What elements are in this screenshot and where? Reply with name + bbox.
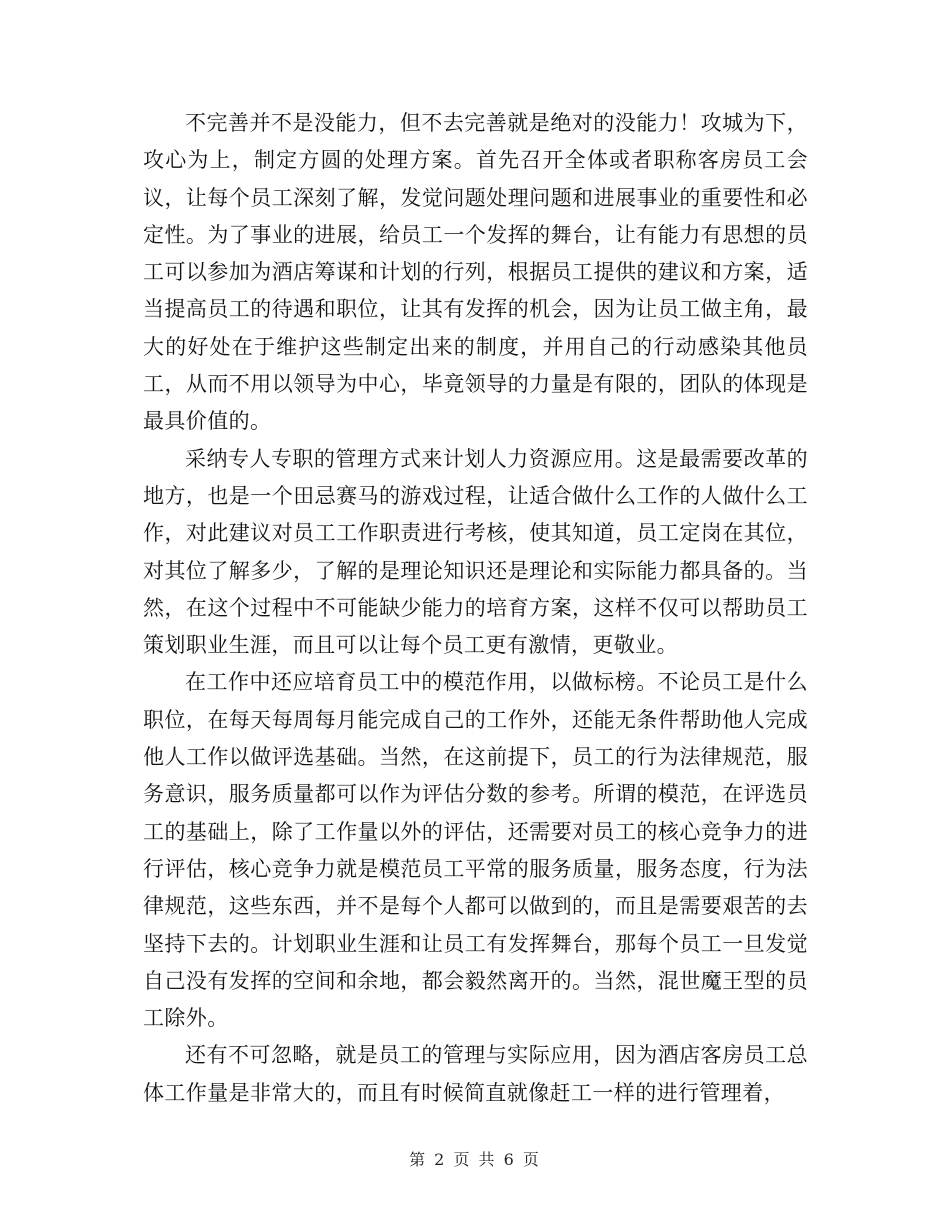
paragraph-1: 不完善并不是没能力，但不去完善就是绝对的没能力！攻城为下，攻心为上，制定方圆的处理方案。首先召开全体或者职称客房员工会议，让每个员工深刻了解，发觉问题处理问题和进展事业的重要性和必定性。为了事业的进展，给员工一个发挥的舞台，让有能力有思想的员工可以参加为酒店筹谋和计划的行列，根据员工提供的建议和方案，适当提高员工的待遇和职位，让其有发挥的机会，因为让员工做主角，最大的好处在于维护这些制定出来的制度，并用自己的行动感染其他员工，从而不用以领导为中心，毕竟领导的力量是有限的，团队的体现是最具价值的。 [143,111,808,434]
page-number-footer: 第 2 页 共 6 页 [409,1150,541,1169]
document-body [143,105,808,1112]
paragraph-2: 采纳专人专职的管理方式来计划人力资源应用。这是最需要改革的地方，也是一个田忌赛马的游戏过程，让适合做什么工作的人做什么工作，对此建议对员工工作职责进行考核，使其知道，员工定岗在其位，对其位了解多少，了解的是理论知识还是理论和实际能力都具备的。当然，在这个过程中不可能缺少能力的培育方案，这样不仅可以帮助员工策划职业生涯，而且可以让每个员工更有激情，更敬业。 [143,446,808,658]
paragraph-3: 在工作中还应培育员工中的模范作用，以做标榜。不论员工是什么职位，在每天每周每月能完成自己的工作外，还能无条件帮助他人完成他人工作以做评选基础。当然，在这前提下，员工的行为法律规范，服务意识，服务质量都可以作为评估分数的参考。所谓的模范，在评选员工的基础上，除了工作量以外的评估，还需要对员工的核心竞争力的进行评估，核心竞争力就是模范员工平常的服务质量，服务态度，行为法律规范，这些东西，并不是每个人都可以做到的，而且是需要艰苦的去坚持下去的。计划职业生涯和让员工有发挥舞台，那每个员工一旦发觉自己没有发挥的空间和余地，都会毅然离开的。当然，混世魔王型的员工除外。 [143,670,808,1031]
paragraph-4: 还有不可忽略，就是员工的管理与实际应用，因为酒店客房员工总体工作量是非常大的，而且有时候简直就像赶工一样的进行管理着， [143,1043,808,1105]
